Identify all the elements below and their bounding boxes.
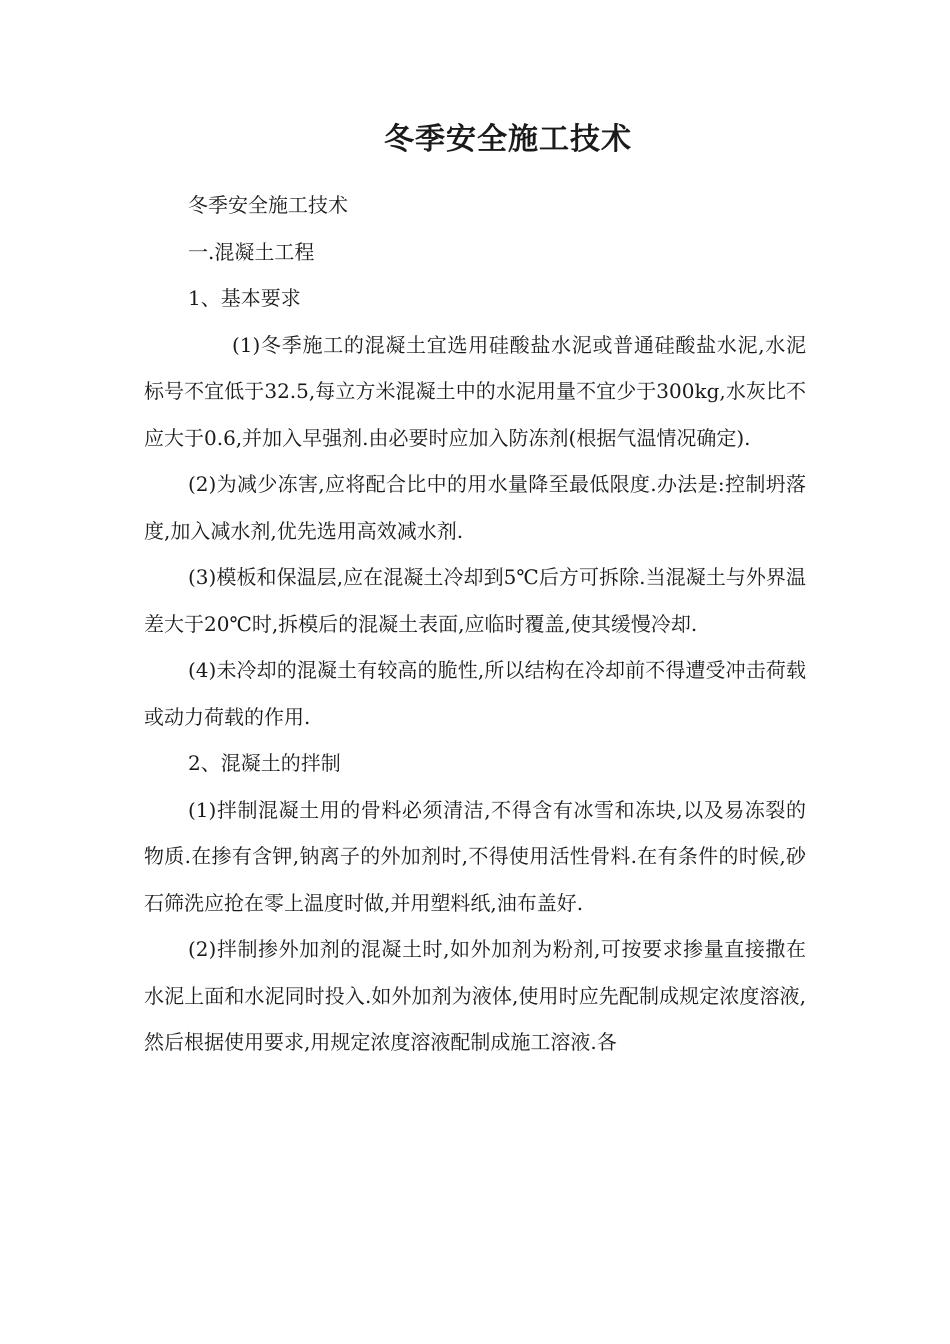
section-heading: 一.混凝土工程 xyxy=(188,239,315,264)
document-title: 冬季安全施工技术 xyxy=(384,122,632,157)
paragraph: (1)拌制混凝土用的骨料必须清洁,不得含有冰雪和冻块,以及易冻裂的物质.在掺有含钾,钠离子的外加剂时,不得使用活性骨料.在有条件的时候,砂石筛洗应抢在零上温度时做,并用塑料纸,油布盖好. xyxy=(144,797,806,915)
subsection-heading: 2、混凝土的拌制 xyxy=(188,751,341,775)
document-body xyxy=(144,182,806,1066)
paragraph: (2)为减少冻害,应将配合比中的用水量降至最低限度.办法是:控制坍落度,加入减水剂,优先选用高效减水剂. xyxy=(144,472,806,543)
paragraph-subtitle: 冬季安全施工技术 xyxy=(188,193,348,217)
paragraph: (3)模板和保温层,应在混凝土冷却到5℃后方可拆除.当混凝土与外界温差大于20℃时,拆模后的混凝土表面,应临时覆盖,使其缓慢冷却. xyxy=(144,565,806,636)
subsection-heading: 1、基本要求 xyxy=(188,286,301,310)
paragraph: (2)拌制掺外加剂的混凝土时,如外加剂为粉剂,可按要求掺量直接撒在水泥上面和水泥同时投入.如外加剂为液体,使用时应先配制成规定浓度溶液,然后根据使用要求,用规定浓度溶液配制成施工溶液.各 xyxy=(144,937,806,1054)
paragraph: (4)未冷却的混凝土有较高的脆性,所以结构在冷却前不得遭受冲击荷载或动力荷载的作用. xyxy=(144,658,806,729)
paragraph: (1)冬季施工的混凝土宜选用硅酸盐水泥或普通硅酸盐水泥,水泥标号不宜低于32.5,每立方米混凝土中的水泥用量不宜少于300kg,水灰比不应大于0.6,并加入早强剂.由必要时应加入防冻剂(根据气温情况确定). xyxy=(144,332,806,450)
